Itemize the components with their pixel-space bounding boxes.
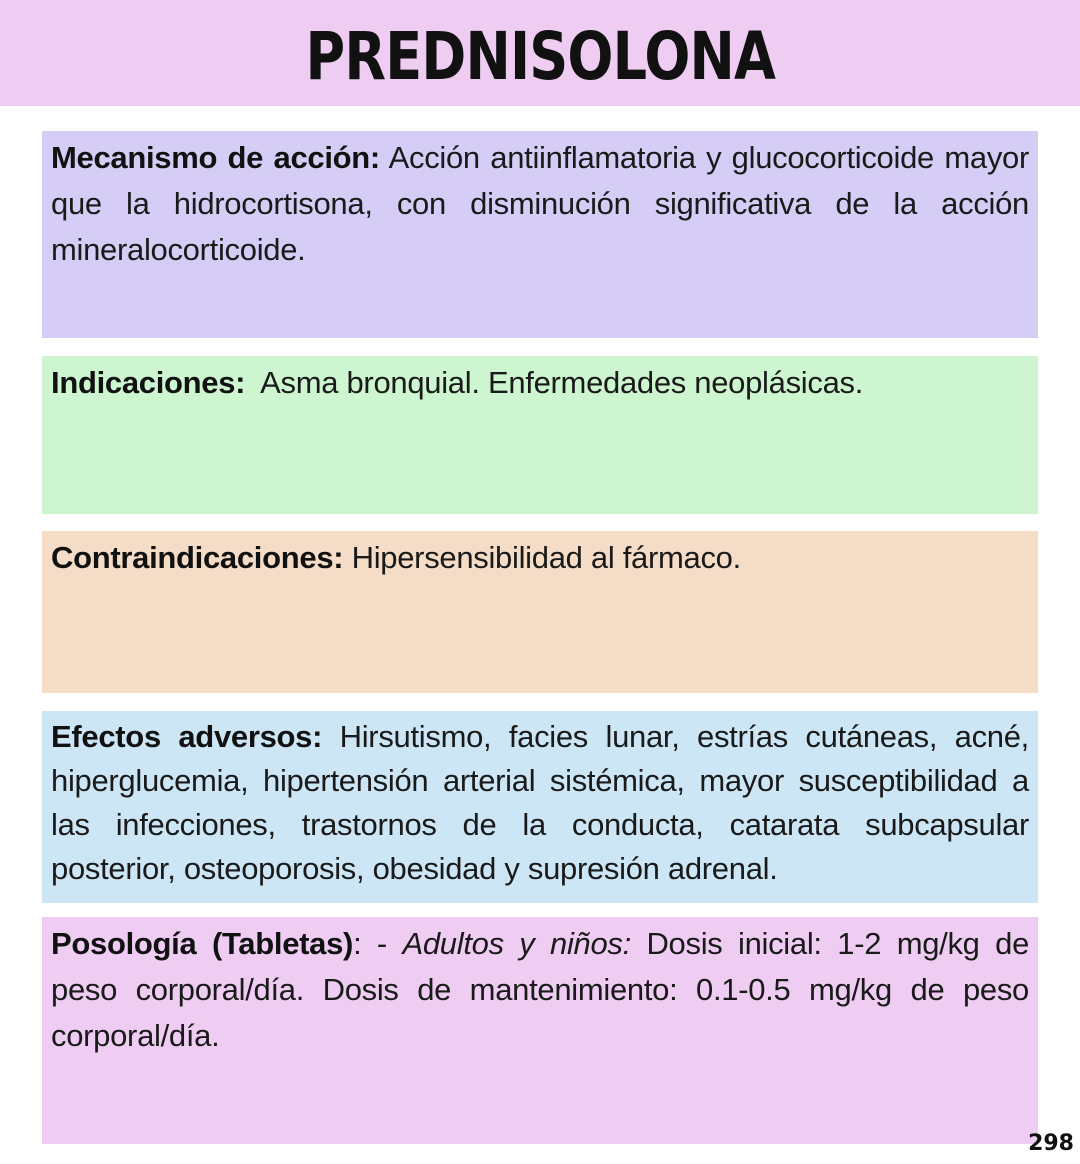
section-text: Dosis inicial: 1-2 mg/kg de peso corporal/día. Dosis de mantenimiento: 0.1-0.5 mg/kg de peso corporal/día. <box>51 926 1030 1053</box>
page-title: PREDNISOLONA <box>305 17 775 95</box>
section-label: Posología (Tabletas) <box>51 926 354 961</box>
section-text: Hirsutismo, facies lunar, estrías cutáneas, acné, hiperglucemia, hipertensión arterial sistémica, mayor susceptibilidad a las infecciones, trastornos de la conducta, catarata subcapsular posterior, osteoporosis, obesidad y supresión adrenal. <box>51 719 1029 886</box>
section-text: Asma bronquial. Enfermedades neoplásicas. <box>245 365 864 400</box>
section-mecanismo-de-accion <box>42 131 1038 338</box>
section-label: Mecanismo de acción: <box>51 140 380 175</box>
section-efectos-adversos <box>42 711 1038 903</box>
section-text: Hipersensibilidad al fármaco. <box>343 540 741 575</box>
section-label: Indicaciones: <box>51 365 246 400</box>
title-banner <box>0 0 1080 106</box>
section-contraindicaciones <box>42 531 1038 693</box>
section-separator: : - <box>353 926 403 961</box>
section-label: Efectos adversos: <box>51 719 323 754</box>
section-label: Contraindicaciones: <box>51 540 344 575</box>
section-indicaciones <box>42 356 1038 514</box>
section-text: Acción antiinflamatoria y glucocorticoide mayor que la hidrocortisona, con disminución significativa de la acción mineralocorticoide. <box>51 140 1029 267</box>
page-number: 298 <box>1028 1131 1074 1156</box>
section-posologia <box>42 917 1038 1144</box>
section-population: Adultos y niños: <box>402 926 631 961</box>
